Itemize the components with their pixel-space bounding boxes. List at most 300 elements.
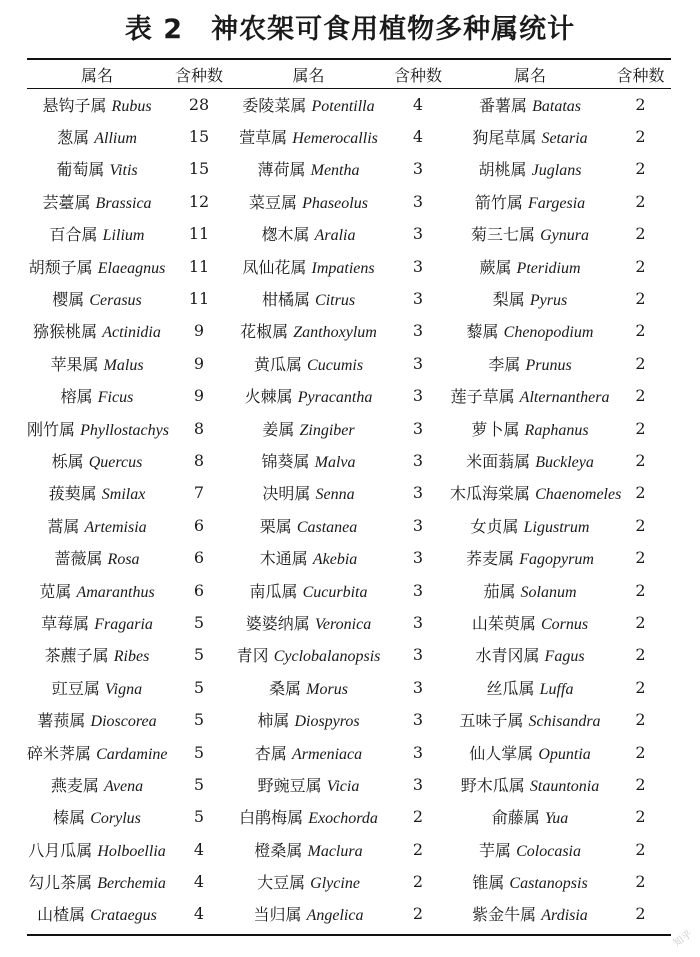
- species-count-cell: 3: [412, 580, 424, 600]
- genus-latin-name: Morus: [306, 680, 348, 698]
- header-genus: 属名: [513, 65, 546, 85]
- header-genus: 属名: [80, 65, 113, 85]
- table-row: [27, 671, 671, 703]
- genus-cell: [450, 898, 610, 930]
- species-count-cell: 15: [188, 127, 210, 147]
- genus-cell: [231, 703, 386, 735]
- genus-chinese-name: 樱属: [52, 290, 85, 310]
- species-count-cell: 5: [193, 807, 205, 827]
- genus-cell: [450, 380, 610, 412]
- species-count-cell: 3: [412, 256, 424, 276]
- genus-latin-name: Ligustrum: [523, 518, 590, 536]
- species-count-cell: 4: [193, 904, 205, 924]
- table-row: [27, 153, 671, 185]
- genus-cell: [231, 120, 386, 152]
- table-row: [27, 509, 671, 541]
- genus-chinese-name: 当归属: [253, 905, 302, 925]
- genus-latin-name: Actinidia: [102, 324, 161, 342]
- genus-latin-name: Cucurbita: [302, 583, 368, 601]
- genus-latin-name: Senna: [315, 486, 355, 504]
- genus-latin-name: Malus: [103, 356, 144, 374]
- genus-cell: [231, 671, 386, 703]
- genus-latin-name: Pyracantha: [297, 389, 373, 407]
- species-count-cell: 2: [635, 256, 646, 276]
- genus-latin-name: Chaenomeles: [535, 486, 622, 504]
- genus-chinese-name: 婆婆纳属: [245, 613, 310, 633]
- genus-cell: [450, 218, 610, 250]
- genus-latin-name: Fargesia: [527, 194, 586, 212]
- table-row: [27, 185, 671, 217]
- genus-chinese-name: 橙桑属: [254, 840, 303, 860]
- genus-latin-name: Citrus: [315, 292, 356, 310]
- genus-cell: [450, 606, 610, 638]
- genus-cell: [27, 120, 167, 152]
- genus-chinese-name: 百合属: [49, 225, 98, 245]
- genus-cell: [450, 250, 610, 282]
- species-count-cell: 3: [412, 645, 424, 665]
- species-count-cell: 9: [193, 386, 205, 406]
- species-count-cell: 3: [412, 191, 424, 211]
- genus-cell: [27, 801, 167, 833]
- species-count-cell: 6: [193, 548, 205, 568]
- genus-chinese-name: 薄荷属: [257, 160, 306, 180]
- genus-cell: [450, 865, 610, 897]
- species-count-cell: 2: [635, 127, 646, 147]
- genus-cell: [27, 768, 167, 800]
- genus-chinese-name: 决明属: [262, 484, 311, 504]
- genus-latin-name: Opuntia: [538, 745, 591, 763]
- genus-chinese-name: 火棘属: [244, 387, 293, 407]
- genus-chinese-name: 豇豆属: [51, 678, 100, 698]
- genus-cell: [450, 282, 610, 314]
- genus-cell: [231, 412, 386, 444]
- species-count-cell: 2: [635, 289, 646, 309]
- genus-cell: [231, 736, 386, 768]
- genus-cell: [231, 250, 386, 282]
- genus-chinese-name: 菊三七属: [471, 225, 536, 245]
- table-row: [27, 477, 671, 509]
- genus-chinese-name: 猕猴桃属: [33, 322, 98, 342]
- table-row: [27, 315, 671, 347]
- species-count-cell: 3: [412, 548, 424, 568]
- genus-latin-name: Armeniaca: [291, 745, 363, 763]
- genus-latin-name: Alternanthera: [519, 389, 610, 407]
- species-count-cell: 2: [412, 807, 424, 827]
- genus-cell: [450, 153, 610, 185]
- genus-latin-name: Elaeagnus: [97, 259, 166, 277]
- genus-chinese-name: 菝葜属: [48, 484, 97, 504]
- genus-chinese-name: 勾儿茶属: [28, 873, 93, 893]
- genus-cell: [450, 736, 610, 768]
- genus-cell: [231, 606, 386, 638]
- species-count-cell: 2: [635, 483, 646, 503]
- genus-cell: [27, 153, 167, 185]
- genus-chinese-name: 莲子草属: [450, 387, 515, 407]
- genus-latin-name: Phaseolus: [302, 194, 368, 212]
- genus-cell: [27, 185, 167, 217]
- genus-chinese-name: 杏属: [254, 743, 287, 763]
- genus-chinese-name: 木通属: [259, 549, 308, 569]
- genus-chinese-name: 蒿属: [47, 516, 80, 536]
- genus-chinese-name: 芸薹属: [42, 192, 91, 212]
- species-count-cell: 4: [193, 872, 205, 892]
- species-count-cell: 3: [412, 321, 424, 341]
- genus-cell: [27, 218, 167, 250]
- species-count-cell: 3: [412, 450, 424, 470]
- genus-latin-name: Vitis: [109, 162, 138, 180]
- genus-latin-name: Artemisia: [84, 518, 147, 536]
- header-genus: 属名: [292, 65, 325, 85]
- table-row: [27, 768, 671, 800]
- genus-latin-name: Ardisia: [541, 907, 588, 925]
- genus-latin-name: Chenopodium: [503, 324, 594, 342]
- table-row: [27, 703, 671, 735]
- genus-latin-name: Luffa: [539, 680, 574, 698]
- table-row: [27, 120, 671, 152]
- genus-chinese-name: 山茱萸属: [471, 613, 536, 633]
- table-row: [27, 412, 671, 444]
- genus-chinese-name: 菜豆属: [249, 192, 298, 212]
- genus-latin-name: Yua: [544, 810, 569, 828]
- genus-chinese-name: 薯蓣属: [37, 711, 86, 731]
- species-count-cell: 2: [635, 872, 646, 892]
- species-count-cell: 3: [412, 483, 424, 503]
- genus-latin-name: Malva: [314, 453, 356, 471]
- genus-chinese-name: 李属: [488, 354, 521, 374]
- genus-cell: [27, 639, 167, 671]
- species-count-cell: 6: [193, 580, 205, 600]
- species-count-cell: 2: [635, 515, 646, 535]
- genus-latin-name: Exochorda: [308, 810, 378, 828]
- genus-cell: [27, 574, 167, 606]
- species-count-cell: 3: [412, 353, 424, 373]
- genus-latin-name: Cornus: [540, 615, 589, 633]
- genus-chinese-name: 仙人掌属: [469, 743, 534, 763]
- genus-cell: [450, 541, 610, 573]
- genus-chinese-name: 榛属: [53, 808, 86, 828]
- species-count-cell: 15: [188, 159, 210, 179]
- table-row: [27, 865, 671, 897]
- species-count-cell: 2: [635, 742, 646, 762]
- genus-chinese-name: 木瓜海棠属: [450, 484, 531, 504]
- genus-cell: [450, 671, 610, 703]
- genus-latin-name: Ribes: [113, 648, 150, 666]
- genus-latin-name: Rubus: [111, 97, 152, 115]
- genus-latin-name: Batatas: [532, 97, 581, 115]
- species-count-cell: 3: [412, 386, 424, 406]
- header-species-count: 含种数: [616, 65, 665, 85]
- genus-latin-name: Castanea: [296, 518, 358, 536]
- genus-chinese-name: 米面蓊属: [466, 451, 531, 471]
- species-count-cell: 3: [412, 677, 424, 697]
- genus-cell: [231, 282, 386, 314]
- species-count-cell: 2: [412, 839, 424, 859]
- genus-cell: [450, 88, 610, 120]
- genus-chinese-name: 萝卜属: [471, 419, 520, 439]
- bottom-rule: [27, 934, 671, 936]
- genus-latin-name: Stauntonia: [529, 777, 600, 795]
- genus-chinese-name: 楤木属: [261, 225, 310, 245]
- genus-latin-name: Crataegus: [90, 907, 157, 925]
- species-count-cell: 2: [635, 612, 646, 632]
- genus-chinese-name: 芋属: [479, 840, 512, 860]
- genus-latin-name: Fagopyrum: [519, 551, 594, 569]
- genus-cell: [450, 120, 610, 152]
- species-count-cell: 3: [412, 742, 424, 762]
- species-count-cell: 2: [635, 159, 646, 179]
- genus-latin-name: Zanthoxylum: [293, 324, 377, 342]
- genus-cell: [231, 833, 386, 865]
- species-count-cell: 11: [188, 289, 210, 309]
- genus-chinese-name: 荞麦属: [466, 549, 515, 569]
- genus-cell: [27, 444, 167, 476]
- genus-chinese-name: 刚竹属: [27, 419, 76, 439]
- genus-latin-name: Pyrus: [529, 292, 568, 310]
- species-count-cell: 3: [412, 418, 424, 438]
- genus-chinese-name: 栎属: [51, 451, 84, 471]
- species-count-cell: 2: [635, 645, 646, 665]
- genus-latin-name: Impatiens: [311, 259, 375, 277]
- genus-latin-name: Akebia: [312, 551, 358, 569]
- species-count-cell: 8: [193, 418, 205, 438]
- genus-cell: [27, 671, 167, 703]
- genus-cell: [231, 574, 386, 606]
- species-count-cell: 2: [635, 353, 646, 373]
- genus-chinese-name: 栗属: [259, 516, 292, 536]
- genus-cell: [27, 347, 167, 379]
- species-count-cell: 2: [635, 580, 646, 600]
- genus-latin-name: Dioscorea: [90, 713, 157, 731]
- genus-chinese-name: 蔷薇属: [54, 549, 103, 569]
- genus-cell: [231, 444, 386, 476]
- genus-chinese-name: 女贞属: [470, 516, 519, 536]
- species-count-cell: 2: [635, 418, 646, 438]
- species-count-cell: 9: [193, 321, 205, 341]
- species-count-cell: 3: [412, 515, 424, 535]
- genus-latin-name: Avena: [104, 777, 144, 795]
- table-row: [27, 282, 671, 314]
- genus-latin-name: Pteridium: [516, 259, 581, 277]
- species-count-cell: 11: [188, 224, 210, 244]
- genus-latin-name: Corylus: [90, 810, 141, 828]
- genus-chinese-name: 山楂属: [37, 905, 86, 925]
- table-row: [27, 541, 671, 573]
- genus-chinese-name: 悬钩子属: [42, 95, 107, 115]
- genus-latin-name: Cerasus: [89, 292, 142, 310]
- species-count-cell: 28: [188, 94, 210, 114]
- species-count-cell: 2: [635, 321, 646, 341]
- genus-chinese-name: 蕨属: [479, 257, 512, 277]
- genus-latin-name: Cucumis: [307, 356, 364, 374]
- genus-latin-name: Potentilla: [311, 97, 375, 115]
- genus-chinese-name: 柿属: [257, 711, 290, 731]
- genus-cell: [231, 639, 386, 671]
- genus-latin-name: Castanopsis: [509, 875, 588, 893]
- genus-cell: [27, 865, 167, 897]
- species-count-cell: 4: [412, 127, 424, 147]
- genus-cell: [450, 444, 610, 476]
- genus-chinese-name: 碎米荠属: [27, 743, 92, 763]
- genus-cell: [450, 703, 610, 735]
- table-row: [27, 639, 671, 671]
- species-count-cell: 2: [635, 839, 646, 859]
- genus-latin-name: Angelica: [306, 907, 364, 925]
- species-count-cell: 3: [412, 612, 424, 632]
- genus-chinese-name: 俞藤属: [491, 808, 540, 828]
- genus-latin-name: Cardamine: [96, 745, 168, 763]
- genus-latin-name: Cyclobalanopsis: [273, 648, 381, 666]
- genus-latin-name: Aralia: [314, 227, 356, 245]
- genus-latin-name: Solanum: [520, 583, 577, 601]
- genus-chinese-name: 萱草属: [239, 128, 288, 148]
- table-row: [27, 736, 671, 768]
- table-row: [27, 833, 671, 865]
- genus-latin-name: Veronica: [314, 615, 372, 633]
- genus-chinese-name: 桑属: [269, 678, 302, 698]
- genus-chinese-name: 梨属: [492, 290, 525, 310]
- genus-cell: [231, 153, 386, 185]
- genus-latin-name: Vigna: [105, 680, 143, 698]
- genus-cell: [27, 509, 167, 541]
- species-count-cell: 2: [635, 386, 646, 406]
- genus-cell: [231, 88, 386, 120]
- species-count-cell: 5: [193, 645, 205, 665]
- genus-chinese-name: 狗尾草属: [472, 128, 537, 148]
- genus-latin-name: Colocasia: [516, 842, 581, 860]
- genus-latin-name: Zingiber: [299, 421, 355, 439]
- genus-cell: [27, 282, 167, 314]
- species-count-cell: 3: [412, 774, 424, 794]
- species-count-cell: 8: [193, 450, 205, 470]
- genus-cell: [27, 833, 167, 865]
- species-count-cell: 3: [412, 710, 424, 730]
- watermark: 知乎: [671, 928, 695, 950]
- species-count-cell: 2: [635, 94, 646, 114]
- genus-latin-name: Glycine: [310, 875, 360, 893]
- table-title: 表 2 神农架可食用植物多种属统计: [124, 14, 576, 45]
- genus-cell: [450, 509, 610, 541]
- genus-latin-name: Vicia: [326, 777, 360, 795]
- genus-chinese-name: 番薯属: [479, 95, 528, 115]
- genus-statistics-table: [27, 60, 671, 930]
- genus-latin-name: Buckleya: [535, 453, 594, 471]
- genus-latin-name: Mentha: [310, 162, 360, 180]
- genus-cell: [450, 768, 610, 800]
- table-row: [27, 218, 671, 250]
- header-species-count: 含种数: [393, 65, 442, 85]
- genus-cell: [450, 833, 610, 865]
- table-row: [27, 574, 671, 606]
- species-count-cell: 5: [193, 612, 205, 632]
- genus-chinese-name: 八月瓜属: [28, 840, 93, 860]
- species-count-cell: 2: [412, 904, 424, 924]
- genus-latin-name: Allium: [94, 130, 137, 148]
- genus-latin-name: Gynura: [540, 227, 589, 245]
- genus-chinese-name: 紫金牛属: [472, 905, 537, 925]
- species-count-cell: 3: [412, 289, 424, 309]
- species-count-cell: 2: [635, 548, 646, 568]
- genus-chinese-name: 葡萄属: [56, 160, 105, 180]
- genus-latin-name: Schisandra: [528, 713, 601, 731]
- genus-chinese-name: 茶藨子属: [44, 646, 109, 666]
- species-count-cell: 3: [412, 159, 424, 179]
- genus-latin-name: Amaranthus: [76, 583, 155, 601]
- genus-chinese-name: 五味子属: [459, 711, 524, 731]
- genus-chinese-name: 花椒属: [240, 322, 289, 342]
- genus-cell: [450, 801, 610, 833]
- species-count-cell: 9: [193, 353, 205, 373]
- genus-latin-name: Diospyros: [294, 713, 360, 731]
- genus-latin-name: Raphanus: [524, 421, 589, 439]
- genus-latin-name: Hemerocallis: [292, 130, 378, 148]
- genus-latin-name: Quercus: [88, 453, 143, 471]
- genus-cell: [231, 898, 386, 930]
- species-count-cell: 5: [193, 710, 205, 730]
- genus-chinese-name: 白鹃梅属: [239, 808, 304, 828]
- species-count-cell: 5: [193, 774, 205, 794]
- genus-cell: [27, 412, 167, 444]
- genus-cell: [450, 185, 610, 217]
- genus-chinese-name: 黄瓜属: [253, 354, 302, 374]
- genus-latin-name: Prunus: [525, 356, 572, 374]
- species-count-cell: 2: [635, 224, 646, 244]
- genus-cell: [231, 541, 386, 573]
- species-count-cell: 2: [412, 872, 424, 892]
- table-row: [27, 347, 671, 379]
- table-row: [27, 801, 671, 833]
- species-count-cell: 3: [412, 224, 424, 244]
- genus-chinese-name: 姜属: [262, 419, 295, 439]
- genus-cell: [27, 736, 167, 768]
- genus-chinese-name: 丝瓜属: [486, 678, 535, 698]
- genus-cell: [27, 88, 167, 120]
- genus-cell: [231, 509, 386, 541]
- genus-latin-name: Fragaria: [94, 615, 153, 633]
- genus-chinese-name: 锦葵属: [261, 451, 310, 471]
- species-count-cell: 2: [635, 807, 646, 827]
- genus-cell: [450, 412, 610, 444]
- species-count-cell: 4: [193, 839, 205, 859]
- genus-chinese-name: 榕属: [60, 387, 93, 407]
- species-count-cell: 2: [635, 450, 646, 470]
- species-count-cell: 2: [635, 677, 646, 697]
- genus-cell: [231, 477, 386, 509]
- genus-cell: [450, 315, 610, 347]
- genus-cell: [27, 898, 167, 930]
- genus-cell: [450, 347, 610, 379]
- genus-chinese-name: 苋属: [39, 581, 72, 601]
- genus-cell: [231, 380, 386, 412]
- genus-chinese-name: 草莓属: [41, 613, 90, 633]
- species-count-cell: 4: [412, 94, 424, 114]
- genus-cell: [231, 801, 386, 833]
- genus-chinese-name: 青冈: [236, 646, 269, 666]
- genus-latin-name: Lilium: [102, 227, 145, 245]
- genus-latin-name: Ficus: [97, 389, 134, 407]
- genus-latin-name: Brassica: [95, 194, 152, 212]
- table-row: [27, 250, 671, 282]
- genus-latin-name: Holboellia: [97, 842, 166, 860]
- genus-latin-name: Juglans: [531, 162, 582, 180]
- genus-cell: [231, 347, 386, 379]
- genus-chinese-name: 苹果属: [50, 354, 99, 374]
- genus-chinese-name: 胡颓子属: [28, 257, 93, 277]
- genus-cell: [231, 218, 386, 250]
- species-count-cell: 5: [193, 742, 205, 762]
- genus-chinese-name: 锥属: [472, 873, 505, 893]
- genus-chinese-name: 凤仙花属: [242, 257, 307, 277]
- species-count-cell: 2: [635, 774, 646, 794]
